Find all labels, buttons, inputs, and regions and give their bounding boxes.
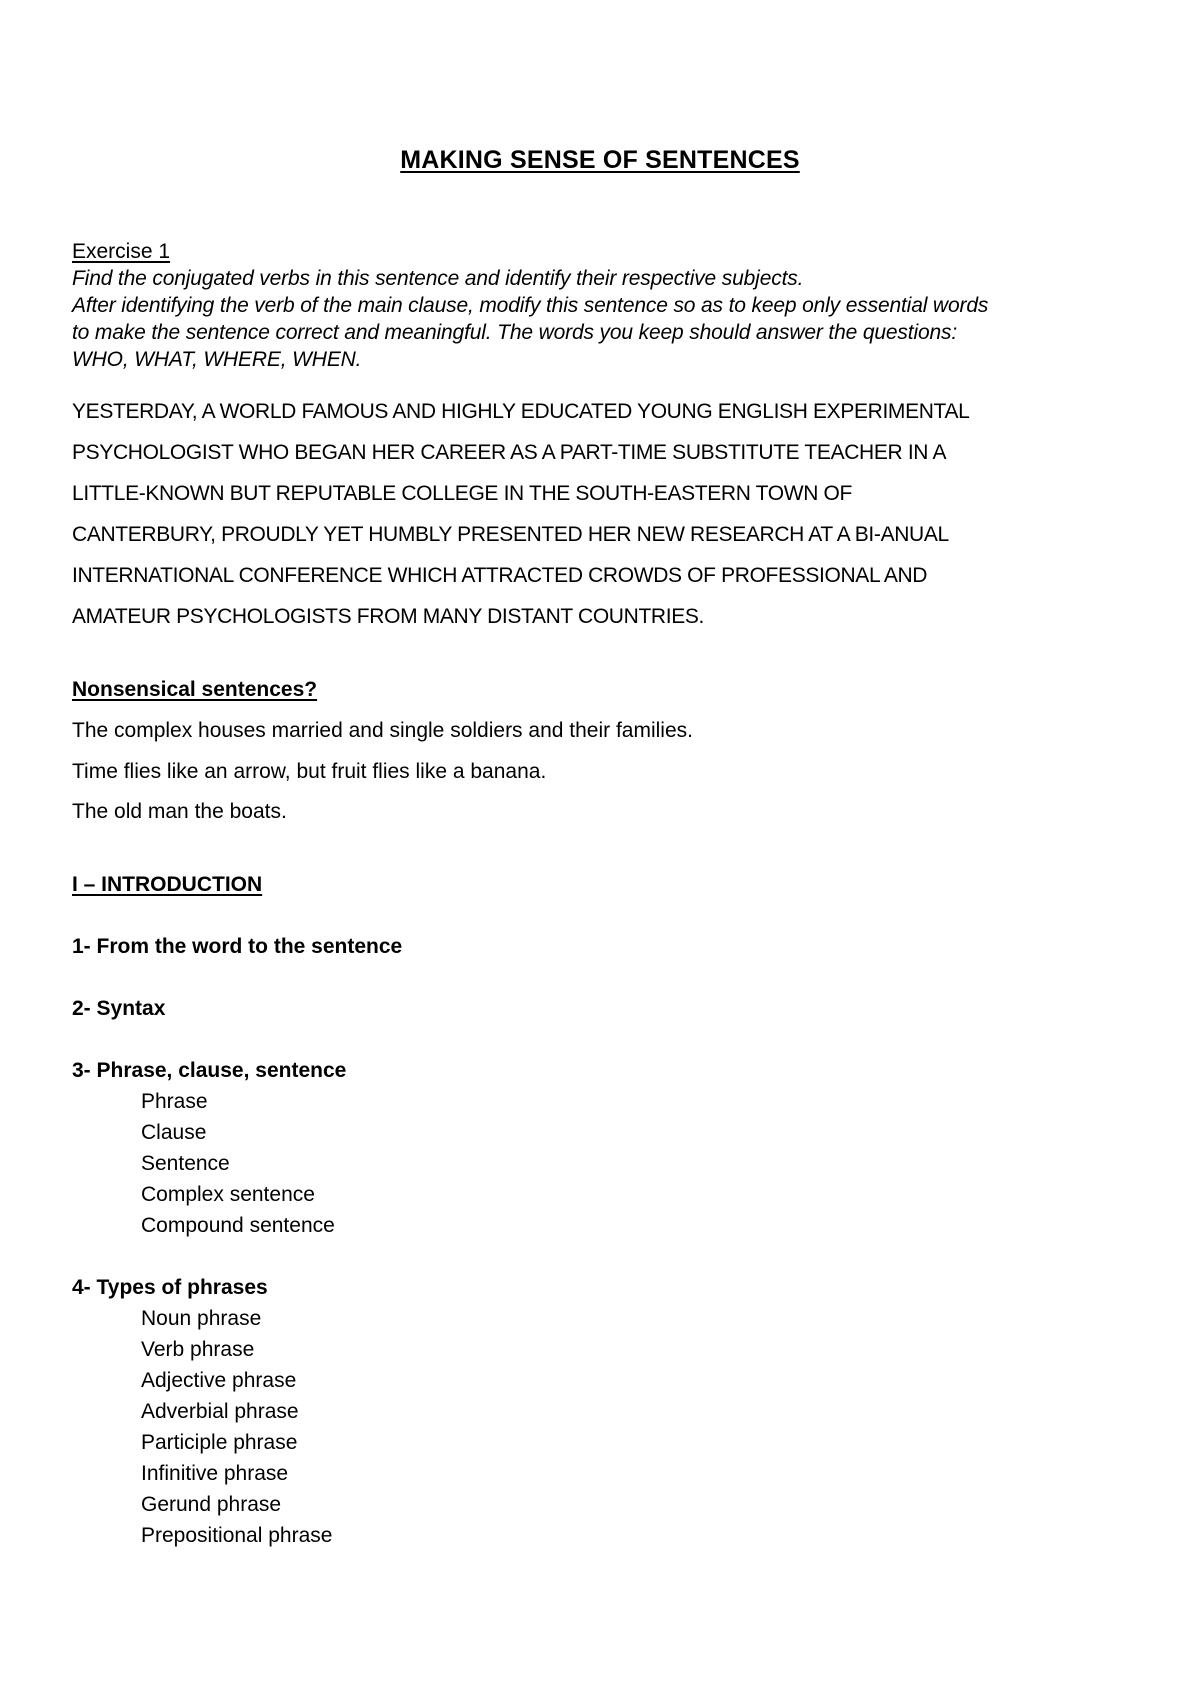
section-title: 1- From the word to the sentence	[72, 935, 403, 958]
list-item: Noun phrase	[141, 1307, 262, 1330]
exercise-sentence-line: PSYCHOLOGIST WHO BEGAN HER CAREER AS A PART-TIME SUBSTITUTE TEACHER IN A	[72, 441, 947, 464]
document-title: MAKING SENSE OF SENTENCES	[400, 146, 800, 174]
list-item: Adjective phrase	[141, 1369, 297, 1392]
exercise-instruction-line: After identifying the verb of the main clause, modify this sentence so as to keep only essential words	[72, 294, 989, 317]
introduction-heading: I – INTRODUCTION	[72, 873, 263, 896]
nonsensical-sentence: Time flies like an arrow, but fruit flies like a banana.	[72, 760, 547, 783]
list-item: Participle phrase	[141, 1431, 298, 1454]
section-title: 3- Phrase, clause, sentence	[72, 1059, 347, 1082]
exercise-instruction-line: Find the conjugated verbs in this sentence and identify their respective subjects.	[72, 267, 804, 290]
list-item: Infinitive phrase	[141, 1462, 289, 1485]
list-item: Clause	[141, 1121, 207, 1144]
nonsensical-heading: Nonsensical sentences?	[72, 678, 318, 701]
list-item: Prepositional phrase	[141, 1524, 333, 1547]
exercise-sentence-line: LITTLE-KNOWN BUT REPUTABLE COLLEGE IN THE SOUTH-EASTERN TOWN OF	[72, 482, 852, 505]
list-item: Verb phrase	[141, 1338, 255, 1361]
list-item: Complex sentence	[141, 1183, 315, 1206]
section-title: 2- Syntax	[72, 997, 166, 1020]
exercise-label: Exercise 1	[72, 240, 171, 263]
exercise-instruction-line: WHO, WHAT, WHERE, WHEN.	[72, 348, 362, 371]
list-item: Compound sentence	[141, 1214, 335, 1237]
exercise-sentence-line: YESTERDAY, A WORLD FAMOUS AND HIGHLY EDUCATED YOUNG ENGLISH EXPERIMENTAL	[72, 400, 970, 423]
list-item: Adverbial phrase	[141, 1400, 299, 1423]
exercise-sentence-line: AMATEUR PSYCHOLOGISTS FROM MANY DISTANT COUNTRIES.	[72, 605, 705, 628]
exercise-sentence-line: INTERNATIONAL CONFERENCE WHICH ATTRACTED CROWDS OF PROFESSIONAL AND	[72, 564, 928, 587]
list-item: Gerund phrase	[141, 1493, 282, 1516]
nonsensical-sentence: The old man the boats.	[72, 800, 287, 823]
section-title: 4- Types of phrases	[72, 1276, 268, 1299]
exercise-sentence-line: CANTERBURY, PROUDLY YET HUMBLY PRESENTED HER NEW RESEARCH AT A BI-ANUAL	[72, 523, 949, 546]
list-item: Phrase	[141, 1090, 208, 1113]
nonsensical-sentence: The complex houses married and single soldiers and their families.	[72, 719, 693, 742]
exercise-instruction-line: to make the sentence correct and meaningful. The words you keep should answer the questions:	[72, 321, 958, 344]
list-item: Sentence	[141, 1152, 230, 1175]
